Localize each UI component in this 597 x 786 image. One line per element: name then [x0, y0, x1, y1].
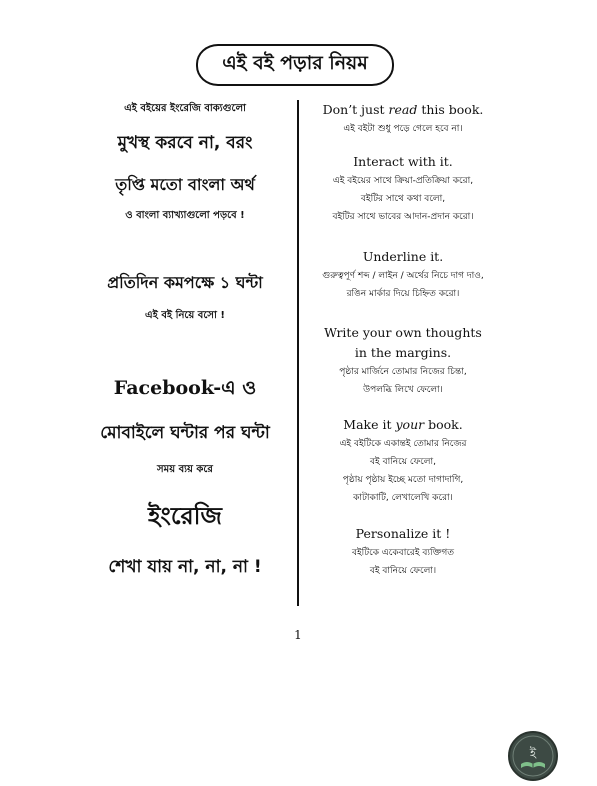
- rule-interact: [303, 152, 503, 226]
- rule-margins-text-1: পৃষ্ঠার মার্জিনে তোমার নিজের চিন্তা,: [339, 367, 467, 377]
- rule-personalize: [303, 524, 503, 580]
- rule-own-book-text-2: বই বানিয়ে ফেলো,: [370, 457, 436, 467]
- rule-personalize-text-1: বইটিকে একেবারেই ব্যক্তিগত: [351, 548, 455, 558]
- left-text-line-4: ও বাংলা ব্যাখ্যাগুলো পড়বে !: [125, 210, 245, 221]
- rule-interact-heading: Interact with it.: [353, 154, 453, 169]
- rule-read-text-1: এই বইটা শুধু পড়ে গেলে হবে না।: [343, 124, 463, 134]
- rule-personalize-heading: Personalize it !: [355, 526, 451, 541]
- rule-underline: [303, 247, 503, 303]
- page-title: [196, 44, 394, 86]
- rule-interact-text-3: বইটির সাথে ভাবের আদান-প্রদান করো।: [332, 212, 474, 222]
- left-text-line-7: Facebook-এ ও: [113, 377, 257, 399]
- rule-underline-text-2: রঙিন মার্কার দিয়ে চিহ্নিত করো।: [346, 289, 460, 299]
- book-seal-graphic: [510, 733, 556, 779]
- rule-personalize-text-2: বই বানিয়ে ফেলো।: [369, 566, 437, 576]
- rule-margins: [303, 323, 503, 399]
- left-text-line-5: প্রতিদিন কমপক্ষে ১ ঘন্টা: [107, 273, 263, 292]
- left-text-line-1: এই বইয়ের ইংরেজি বাক্যগুলো: [124, 103, 246, 114]
- left-text-line-3: তৃপ্তি মতো বাংলা অর্থ: [115, 175, 255, 194]
- rule-own-book-text-4: কাটাকাটি, লেখালেখি করো।: [353, 493, 453, 503]
- column-divider: [297, 100, 299, 606]
- rule-own-book-heading: Make it your book.: [343, 417, 463, 432]
- rule-underline-text-1: গুরুত্বপূর্ণ শব্দ / লাইন / অর্থের নিচে দাগ দাও,: [322, 271, 484, 281]
- page-number: 1: [294, 628, 302, 642]
- rule-own-book-text-3: পৃষ্ঠায় পৃষ্ঠায় ইচ্ছে মতো দাগাদাগি,: [342, 475, 464, 485]
- rule-interact-text-2: বইটির সাথে কথা বলো,: [360, 194, 446, 204]
- page-title-text: এই বই পড়ার নিয়ম: [222, 52, 368, 74]
- rule-interact-text-1: এই বইয়ের সাথে ক্রিয়া-প্রতিক্রিয়া করো,: [332, 176, 474, 186]
- left-text-line-6: এই বই নিয়ে বসো !: [145, 310, 225, 321]
- rule-own-book: [303, 415, 503, 507]
- rule-margins-text-2: উপলব্ধি লিখে ফেলো।: [363, 385, 443, 395]
- rule-read-heading: Don’t just read this book.: [322, 102, 484, 117]
- left-text-line-9: সময় ব্যয় করে: [157, 464, 213, 475]
- book-seal-icon: [508, 731, 558, 781]
- left-text-line-11: শেখা যায় না, না, না !: [108, 557, 262, 577]
- left-text-line-2: মুখস্থ করবে না, বরং: [117, 133, 253, 153]
- rule-margins-heading-1: Write your own thoughts: [324, 325, 482, 340]
- svg-text:ই: ই: [529, 746, 537, 760]
- rule-own-book-text-1: এই বইটিকে একান্তই তোমার নিজের: [339, 439, 467, 449]
- rule-read: [303, 100, 503, 138]
- left-text-line-10: ইংরেজি: [148, 502, 222, 530]
- left-text-line-8: মোবাইলে ঘন্টার পর ঘন্টা: [100, 423, 270, 443]
- rule-underline-heading: Underline it.: [362, 249, 444, 264]
- rule-margins-heading-2: in the margins.: [354, 345, 452, 360]
